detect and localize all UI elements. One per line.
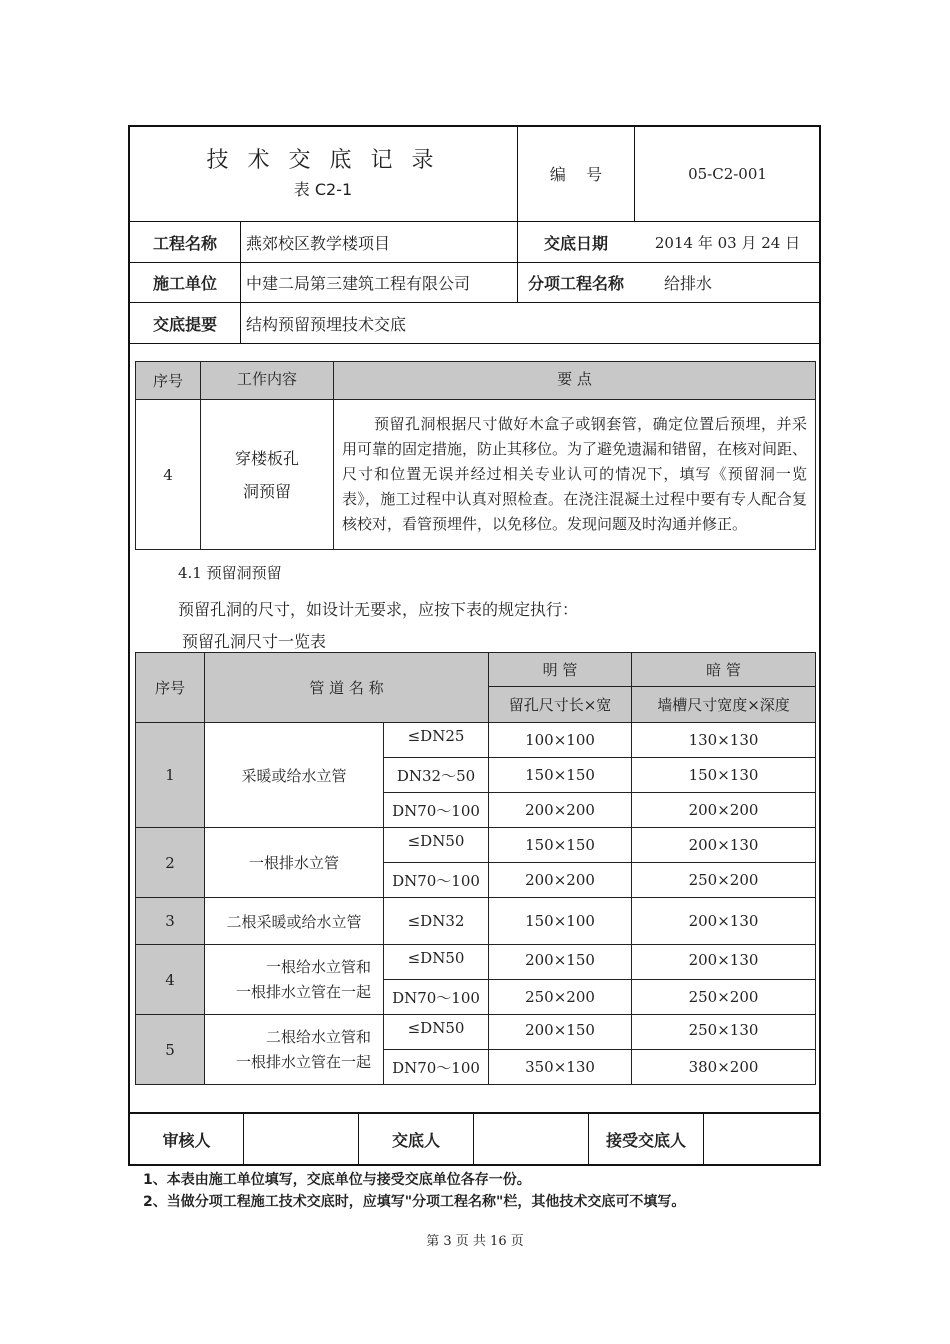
- work-row-content-line1: 穿楼板孔: [234, 448, 299, 468]
- size-dn: ≤DN32: [384, 898, 489, 945]
- size-pipe-name: 一根排水立管: [205, 828, 384, 898]
- size-seq: 5: [136, 1015, 205, 1085]
- work-row-points: 预留孔洞根据尺寸做好木盒子或钢套管，确定位置后预埋，并采用可靠的固定措施，防止其移位。为了避免遗漏和错留，在核对间距、尺寸和位置无误并经过相关专业认可的情况下，填写《预留洞一览表》，施工过程中认真对照检查。在浇注混凝土过程中要有专人配合复核校对，看管预埋件，以免移位。发现问题及时沟通并修正。: [334, 400, 816, 550]
- size-seq: 1: [136, 723, 205, 828]
- number-label: 编 号: [549, 165, 603, 184]
- number-value: 05-C2-001: [688, 164, 767, 183]
- size-pipe-name-line2: 一根排水立管在一起: [235, 1052, 371, 1071]
- unit-label: 施工单位: [152, 274, 217, 293]
- reviewer-signature-field[interactable]: [244, 1114, 358, 1164]
- work-col-content: 工作内容: [201, 362, 334, 400]
- date-label: 交底日期: [543, 233, 608, 253]
- subproject-value: 给排水: [664, 274, 713, 293]
- size-dn: DN70～100: [384, 980, 489, 1015]
- size-exposed: 250×200: [489, 980, 632, 1015]
- size-concealed: 250×200: [632, 863, 816, 898]
- work-row-content-line2: 洞预留: [242, 481, 291, 501]
- discloser-signature-field[interactable]: [474, 1114, 588, 1164]
- divider: [128, 343, 821, 344]
- size-dn: DN32～50: [384, 758, 489, 793]
- size-concealed: 250×130: [632, 1015, 816, 1050]
- project-name-label: 工程名称: [152, 233, 217, 253]
- size-sub-concealed: 墙槽尺寸宽度×深度: [632, 687, 816, 723]
- size-concealed: 130×130: [632, 723, 816, 758]
- size-col-exposed: 明 管: [489, 653, 632, 687]
- size-dn: DN70～100: [384, 863, 489, 898]
- size-exposed: 100×100: [489, 723, 632, 758]
- size-pipe-name: 二根采暖或给水立管: [205, 898, 384, 945]
- size-seq: 3: [136, 898, 205, 945]
- work-col-points: 要 点: [334, 362, 816, 400]
- size-dn: ≤DN50: [384, 1015, 489, 1050]
- size-dn: DN70～100: [384, 1050, 489, 1085]
- discloser-label: 交底人: [391, 1130, 440, 1150]
- summary-value: 结构预留预埋技术交底: [246, 314, 407, 334]
- work-table: [135, 361, 816, 550]
- size-pipe-name: 采暖或给水立管: [205, 723, 384, 828]
- size-pipe-name: [205, 945, 384, 1015]
- size-concealed: 200×130: [632, 945, 816, 980]
- form-title: 技 术 交 底 记 录: [206, 147, 440, 173]
- size-col-pipe: 管 道 名 称: [205, 653, 489, 723]
- size-exposed: 200×200: [489, 793, 632, 828]
- work-row-content: [201, 400, 334, 550]
- section-heading: 4.1 预留洞预留: [178, 563, 282, 582]
- reviewer-label: 审核人: [162, 1130, 211, 1150]
- work-col-seq: 序号: [136, 362, 201, 400]
- unit-value: 中建二局第三建筑工程有限公司: [246, 274, 471, 293]
- size-exposed: 150×150: [489, 828, 632, 863]
- size-table: [135, 652, 816, 1085]
- section-intro: 预留孔洞的尺寸，如设计无要求，应按下表的规定执行：: [178, 599, 579, 619]
- date-value: 2014 年 03 月 24 日: [654, 233, 801, 252]
- note-2: 2、当做分项工程施工技术交底时，应填写"分项工程名称"栏，其他技术交底可不填写。: [143, 1194, 686, 1210]
- size-exposed: 200×200: [489, 863, 632, 898]
- size-concealed: 380×200: [632, 1050, 816, 1085]
- size-exposed: 150×100: [489, 898, 632, 945]
- size-col-concealed: 暗 管: [632, 653, 816, 687]
- size-col-seq: 序号: [136, 653, 205, 723]
- project-name-value: 燕郊校区教学楼项目: [246, 233, 391, 253]
- size-pipe-name-line1: 一根给水立管和: [265, 957, 371, 976]
- receiver-signature-field[interactable]: [704, 1114, 819, 1164]
- work-row-seq: 4: [136, 400, 201, 550]
- size-pipe-name: [205, 1015, 384, 1085]
- summary-label: 交底提要: [152, 314, 217, 334]
- size-concealed: 150×130: [632, 758, 816, 793]
- table-title: 预留孔洞尺寸一览表: [182, 631, 327, 651]
- size-concealed: 200×130: [632, 828, 816, 863]
- size-pipe-name-line1: 二根给水立管和: [265, 1027, 371, 1046]
- size-dn: ≤DN50: [384, 945, 489, 980]
- size-exposed: 350×130: [489, 1050, 632, 1085]
- divider: [240, 221, 241, 343]
- size-seq: 2: [136, 828, 205, 898]
- size-exposed: 200×150: [489, 945, 632, 980]
- size-sub-exposed: 留孔尺寸长×宽: [489, 687, 632, 723]
- page-number: 第 3 页 共 16 页: [426, 1233, 524, 1249]
- size-pipe-name-line2: 一根排水立管在一起: [235, 982, 371, 1001]
- size-exposed: 150×150: [489, 758, 632, 793]
- note-1: 1、本表由施工单位填写，交底单位与接受交底单位各存一份。: [143, 1172, 531, 1188]
- size-exposed: 200×150: [489, 1015, 632, 1050]
- receiver-label: 接受交底人: [605, 1130, 686, 1150]
- size-dn: ≤DN50: [384, 828, 489, 863]
- subproject-label: 分项工程名称: [527, 274, 624, 293]
- size-dn: DN70～100: [384, 793, 489, 828]
- size-dn: ≤DN25: [384, 723, 489, 758]
- size-seq: 4: [136, 945, 205, 1015]
- size-concealed: 200×200: [632, 793, 816, 828]
- size-concealed: 250×200: [632, 980, 816, 1015]
- size-concealed: 200×130: [632, 898, 816, 945]
- form-code: 表 C2-1: [293, 179, 353, 199]
